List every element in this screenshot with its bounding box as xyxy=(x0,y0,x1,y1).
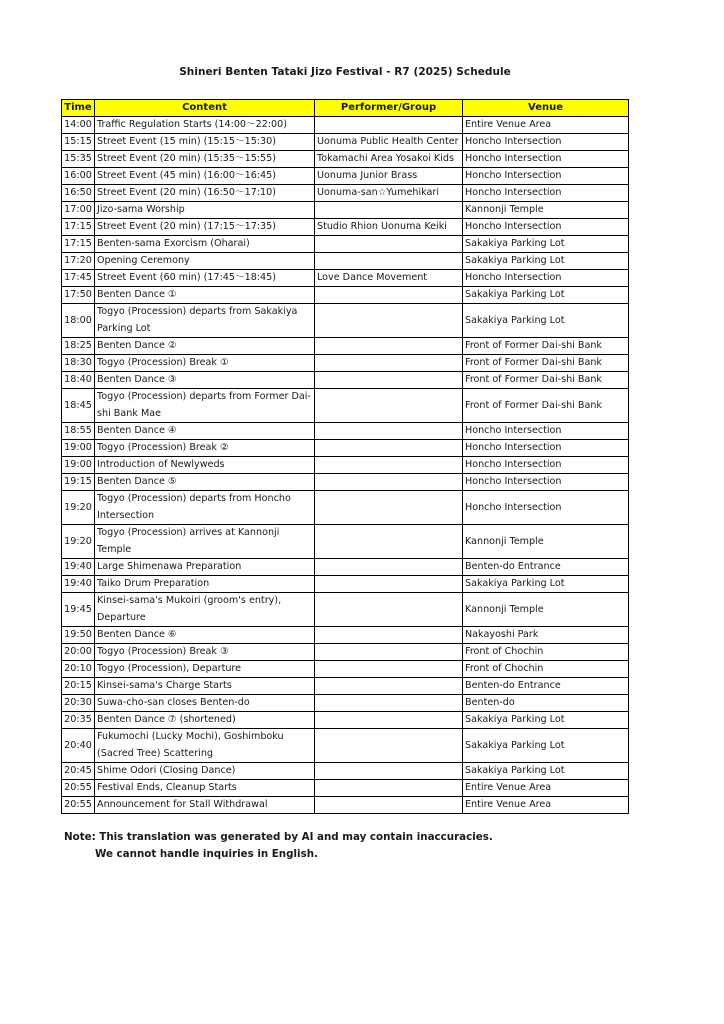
content-cell: Benten Dance ① xyxy=(95,287,315,304)
time-cell: 18:25 xyxy=(62,338,95,355)
table-row xyxy=(62,712,629,729)
table-row xyxy=(62,168,629,185)
content-cell: Togyo (Procession) departs from Sakakiya Parking Lot xyxy=(95,304,315,338)
table-row xyxy=(62,644,629,661)
time-cell: 19:00 xyxy=(62,440,95,457)
note-line-2: We cannot handle inquiries in English. xyxy=(95,848,318,860)
table-row xyxy=(62,219,629,236)
venue-cell: Benten-do Entrance xyxy=(463,678,629,695)
schedule-table xyxy=(61,99,629,814)
header-venue: Venue xyxy=(463,100,629,117)
table-row xyxy=(62,304,629,338)
table-row xyxy=(62,355,629,372)
table-row xyxy=(62,134,629,151)
venue-cell: Honcho Intersection xyxy=(463,134,629,151)
content-cell: Benten Dance ③ xyxy=(95,372,315,389)
table-row xyxy=(62,593,629,627)
performer-cell xyxy=(315,457,463,474)
venue-cell: Front of Chochin xyxy=(463,644,629,661)
venue-cell: Honcho Intersection xyxy=(463,474,629,491)
time-cell: 17:15 xyxy=(62,219,95,236)
time-cell: 17:50 xyxy=(62,287,95,304)
content-cell: Jizo-sama Worship xyxy=(95,202,315,219)
time-cell: 18:30 xyxy=(62,355,95,372)
content-cell: Shime Odori (Closing Dance) xyxy=(95,763,315,780)
content-cell: Street Event (20 min) (15:35～15:55) xyxy=(95,151,315,168)
performer-cell xyxy=(315,304,463,338)
time-cell: 17:00 xyxy=(62,202,95,219)
content-cell: Introduction of Newlyweds xyxy=(95,457,315,474)
time-cell: 20:15 xyxy=(62,678,95,695)
content-cell: Togyo (Procession) departs from Former Dai-shi Bank Mae xyxy=(95,389,315,423)
time-cell: 16:00 xyxy=(62,168,95,185)
content-cell: Benten Dance ⑦ (shortened) xyxy=(95,712,315,729)
time-cell: 19:20 xyxy=(62,491,95,525)
content-cell: Festival Ends, Cleanup Starts xyxy=(95,780,315,797)
venue-cell: Sakakiya Parking Lot xyxy=(463,287,629,304)
venue-cell: Entire Venue Area xyxy=(463,117,629,134)
venue-cell: Sakakiya Parking Lot xyxy=(463,253,629,270)
venue-cell: Kannonji Temple xyxy=(463,525,629,559)
performer-cell: Uonuma-san☆Yumehikari xyxy=(315,185,463,202)
time-cell: 18:40 xyxy=(62,372,95,389)
content-cell: Kinsei-sama's Charge Starts xyxy=(95,678,315,695)
content-cell: Large Shimenawa Preparation xyxy=(95,559,315,576)
content-cell: Suwa-cho-san closes Benten-do xyxy=(95,695,315,712)
time-cell: 16:50 xyxy=(62,185,95,202)
content-cell: Benten-sama Exorcism (Oharai) xyxy=(95,236,315,253)
translation-note xyxy=(64,829,493,863)
content-cell: Togyo (Procession) Break ① xyxy=(95,355,315,372)
time-cell: 20:45 xyxy=(62,763,95,780)
time-cell: 14:00 xyxy=(62,117,95,134)
content-cell: Benten Dance ④ xyxy=(95,423,315,440)
performer-cell: Tokamachi Area Yosakoi Kids xyxy=(315,151,463,168)
header-content: Content xyxy=(95,100,315,117)
performer-cell xyxy=(315,287,463,304)
venue-cell: Entire Venue Area xyxy=(463,780,629,797)
table-row xyxy=(62,457,629,474)
table-row xyxy=(62,491,629,525)
table-row xyxy=(62,202,629,219)
header-time: Time xyxy=(62,100,95,117)
time-cell: 19:45 xyxy=(62,593,95,627)
time-cell: 19:50 xyxy=(62,627,95,644)
venue-cell: Sakakiya Parking Lot xyxy=(463,763,629,780)
table-row xyxy=(62,151,629,168)
performer-cell xyxy=(315,423,463,440)
performer-cell xyxy=(315,576,463,593)
table-row xyxy=(62,729,629,763)
performer-cell xyxy=(315,729,463,763)
time-cell: 20:30 xyxy=(62,695,95,712)
table-row xyxy=(62,423,629,440)
venue-cell: Honcho Intersection xyxy=(463,491,629,525)
performer-cell xyxy=(315,678,463,695)
table-header-row xyxy=(62,100,629,117)
performer-cell xyxy=(315,389,463,423)
content-cell: Benten Dance ⑥ xyxy=(95,627,315,644)
table-row xyxy=(62,185,629,202)
table-row xyxy=(62,559,629,576)
performer-cell xyxy=(315,695,463,712)
performer-cell: Love Dance Movement xyxy=(315,270,463,287)
venue-cell: Entire Venue Area xyxy=(463,797,629,814)
venue-cell: Sakakiya Parking Lot xyxy=(463,576,629,593)
time-cell: 15:35 xyxy=(62,151,95,168)
content-cell: Taiko Drum Preparation xyxy=(95,576,315,593)
venue-cell: Front of Chochin xyxy=(463,661,629,678)
performer-cell xyxy=(315,491,463,525)
performer-cell xyxy=(315,780,463,797)
time-cell: 19:15 xyxy=(62,474,95,491)
performer-cell xyxy=(315,797,463,814)
time-cell: 20:55 xyxy=(62,780,95,797)
content-cell: Traffic Regulation Starts (14:00～22:00) xyxy=(95,117,315,134)
table-row xyxy=(62,678,629,695)
performer-cell xyxy=(315,627,463,644)
performer-cell xyxy=(315,202,463,219)
venue-cell: Front of Former Dai-shi Bank xyxy=(463,389,629,423)
performer-cell xyxy=(315,117,463,134)
content-cell: Street Event (15 min) (15:15～15:30) xyxy=(95,134,315,151)
venue-cell: Honcho Intersection xyxy=(463,185,629,202)
content-cell: Street Event (45 min) (16:00～16:45) xyxy=(95,168,315,185)
venue-cell: Front of Former Dai-shi Bank xyxy=(463,372,629,389)
performer-cell xyxy=(315,355,463,372)
content-cell: Opening Ceremony xyxy=(95,253,315,270)
content-cell: Street Event (20 min) (16:50～17:10) xyxy=(95,185,315,202)
time-cell: 17:20 xyxy=(62,253,95,270)
venue-cell: Sakakiya Parking Lot xyxy=(463,304,629,338)
table-row xyxy=(62,270,629,287)
content-cell: Benten Dance ② xyxy=(95,338,315,355)
document-title: Shineri Benten Tataki Jizo Festival - R7 (2025) Schedule xyxy=(179,66,511,78)
table-row xyxy=(62,372,629,389)
table-row xyxy=(62,253,629,270)
performer-cell xyxy=(315,712,463,729)
table-row xyxy=(62,389,629,423)
time-cell: 20:35 xyxy=(62,712,95,729)
content-cell: Fukumochi (Lucky Mochi), Goshimboku (Sacred Tree) Scattering xyxy=(95,729,315,763)
time-cell: 20:55 xyxy=(62,797,95,814)
performer-cell xyxy=(315,525,463,559)
content-cell: Announcement for Stall Withdrawal xyxy=(95,797,315,814)
time-cell: 15:15 xyxy=(62,134,95,151)
time-cell: 20:00 xyxy=(62,644,95,661)
venue-cell: Nakayoshi Park xyxy=(463,627,629,644)
table-row xyxy=(62,661,629,678)
content-cell: Street Event (60 min) (17:45～18:45) xyxy=(95,270,315,287)
venue-cell: Honcho Intersection xyxy=(463,270,629,287)
time-cell: 17:15 xyxy=(62,236,95,253)
performer-cell xyxy=(315,763,463,780)
time-cell: 18:00 xyxy=(62,304,95,338)
time-cell: 19:00 xyxy=(62,457,95,474)
content-cell: Benten Dance ⑤ xyxy=(95,474,315,491)
performer-cell xyxy=(315,440,463,457)
content-cell: Street Event (20 min) (17:15～17:35) xyxy=(95,219,315,236)
table-row xyxy=(62,236,629,253)
time-cell: 19:20 xyxy=(62,525,95,559)
venue-cell: Honcho Intersection xyxy=(463,457,629,474)
venue-cell: Sakakiya Parking Lot xyxy=(463,729,629,763)
performer-cell: Uonuma Public Health Center xyxy=(315,134,463,151)
venue-cell: Honcho Intersection xyxy=(463,168,629,185)
content-cell: Togyo (Procession) arrives at Kannonji Temple xyxy=(95,525,315,559)
table-row xyxy=(62,780,629,797)
content-cell: Togyo (Procession) Break ③ xyxy=(95,644,315,661)
content-cell: Togyo (Procession) Break ② xyxy=(95,440,315,457)
time-cell: 20:40 xyxy=(62,729,95,763)
venue-cell: Honcho Intersection xyxy=(463,151,629,168)
venue-cell: Honcho Intersection xyxy=(463,440,629,457)
venue-cell: Front of Former Dai-shi Bank xyxy=(463,355,629,372)
venue-cell: Sakakiya Parking Lot xyxy=(463,236,629,253)
table-row xyxy=(62,117,629,134)
venue-cell: Kannonji Temple xyxy=(463,593,629,627)
time-cell: 19:40 xyxy=(62,559,95,576)
performer-cell xyxy=(315,644,463,661)
venue-cell: Honcho Intersection xyxy=(463,219,629,236)
table-row xyxy=(62,797,629,814)
time-cell: 17:45 xyxy=(62,270,95,287)
header-performer: Performer/Group xyxy=(315,100,463,117)
table-row xyxy=(62,440,629,457)
performer-cell xyxy=(315,474,463,491)
venue-cell: Kannonji Temple xyxy=(463,202,629,219)
performer-cell xyxy=(315,559,463,576)
performer-cell: Studio Rhion Uonuma Keiki xyxy=(315,219,463,236)
venue-cell: Front of Former Dai-shi Bank xyxy=(463,338,629,355)
performer-cell xyxy=(315,661,463,678)
performer-cell xyxy=(315,253,463,270)
venue-cell: Honcho Intersection xyxy=(463,423,629,440)
note-line-1: Note: This translation was generated by AI and may contain inaccuracies. xyxy=(64,831,493,843)
performer-cell: Uonuma Junior Brass xyxy=(315,168,463,185)
content-cell: Togyo (Procession), Departure xyxy=(95,661,315,678)
time-cell: 19:40 xyxy=(62,576,95,593)
venue-cell: Benten-do xyxy=(463,695,629,712)
venue-cell: Benten-do Entrance xyxy=(463,559,629,576)
table-row xyxy=(62,474,629,491)
table-row xyxy=(62,287,629,304)
table-row xyxy=(62,576,629,593)
table-row xyxy=(62,695,629,712)
table-row xyxy=(62,525,629,559)
performer-cell xyxy=(315,236,463,253)
performer-cell xyxy=(315,338,463,355)
time-cell: 18:55 xyxy=(62,423,95,440)
time-cell: 18:45 xyxy=(62,389,95,423)
content-cell: Kinsei-sama's Mukoiri (groom's entry), Departure xyxy=(95,593,315,627)
schedule-body xyxy=(62,117,629,814)
performer-cell xyxy=(315,593,463,627)
table-row xyxy=(62,763,629,780)
table-row xyxy=(62,338,629,355)
venue-cell: Sakakiya Parking Lot xyxy=(463,712,629,729)
performer-cell xyxy=(315,372,463,389)
time-cell: 20:10 xyxy=(62,661,95,678)
content-cell: Togyo (Procession) departs from Honcho Intersection xyxy=(95,491,315,525)
table-row xyxy=(62,627,629,644)
